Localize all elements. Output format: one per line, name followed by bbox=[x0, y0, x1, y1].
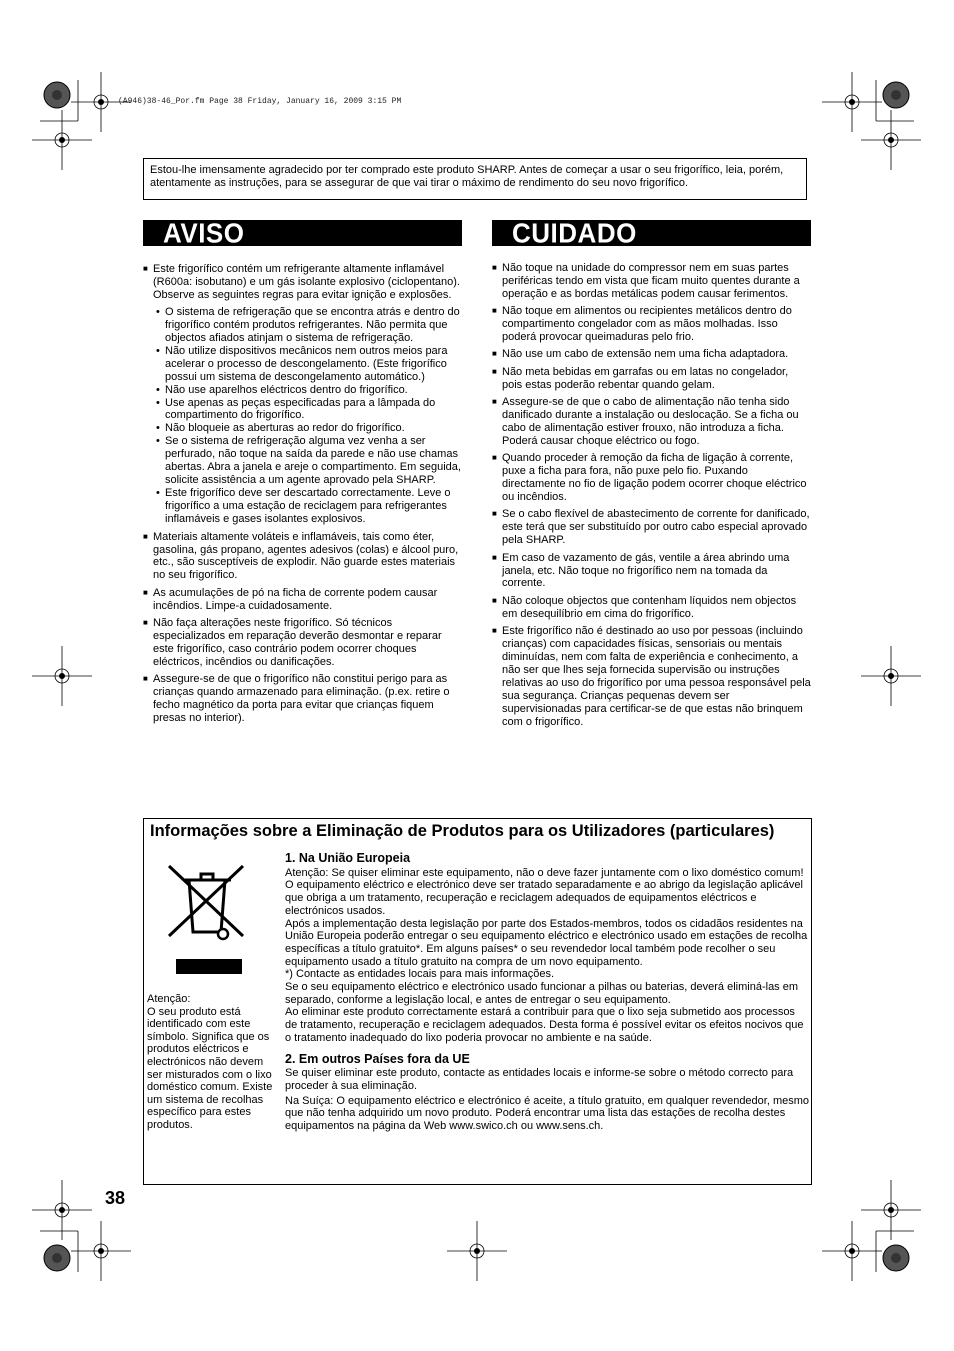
registration-mark-icon bbox=[883, 1245, 909, 1271]
registration-mark-icon bbox=[861, 646, 921, 706]
sub-item: • O sistema de refrigeração que se encontra atrás e dentro do frigorífico contém produtos refrigerantes. Não permita que objectos afiados atinjam o sistema de refrigeração. bbox=[143, 306, 461, 345]
paragraph: Se quiser eliminar este produto, contacte as entidades locais e informe-se sobre o método correcto para proceder à sua eliminação. bbox=[285, 1067, 794, 1092]
aviso-banner bbox=[143, 217, 462, 249]
intro-box: Estou-lhe imensamente agradecido por ter comprado este produto SHARP. Antes de começar a usar o seu frigorífico, leia, porém, atentamente as instruções, para se assegurar de que vai tirar o máximo de rendimento do seu novo frigorífico. bbox=[143, 158, 807, 200]
registration-mark-icon bbox=[861, 110, 921, 170]
list-item: ■ Este frigorífico contém um refrigerante altamente inflamável (R600a: isobutano) e um gás isolante explosivo (ciclopentano). Observe as seguintes regras para evitar ignição e explosões. bbox=[143, 263, 461, 302]
list-item: ■ Assegure-se de que o cabo de alimentação não tenha sido danificado durante a instalação ou deslocação. Se a ficha ou cabo de alimentação estiver frouxo, não introduza a ficha. Poderá causar choque eléctrico ou fogo. bbox=[492, 396, 811, 448]
paragraph: Se o seu equipamento eléctrico e electrónico usado funcionar a pilhas ou baterias, deverá eliminá-las em separado, conforme a legislação local, e antes de entregar o seu equipamento. bbox=[285, 981, 799, 1006]
registration-mark-icon bbox=[32, 646, 92, 706]
paragraph: Ao eliminar este produto correctamente estará a contribuir para que o lixo seja submetido aos processos de tratamento, recuperação e reciclagem adequados. Desta forma é possível evitar os efeitos nocivos que o tratamento inadequado do lixo poderia provocar no ambiente e na saúde. bbox=[285, 1006, 804, 1044]
list-item: ■ Não use um cabo de extensão nem uma ficha adaptadora. bbox=[492, 348, 811, 361]
side-note-label: Atenção: bbox=[147, 993, 191, 1005]
list-item: ■ Em caso de vazamento de gás, ventile a área abrindo uma janela, etc. Não toque no frigorífico nem na tomada da corrente. bbox=[492, 552, 811, 591]
eu-heading: 1. Na União Europeia bbox=[285, 851, 411, 865]
sub-item: • Não use aparelhos eléctricos dentro do frigorífico. bbox=[143, 384, 461, 397]
disposal-text bbox=[285, 852, 810, 1133]
cuidado-column bbox=[492, 262, 811, 733]
sub-item: • Use apenas as peças especificadas para a lâmpada do compartimento do frigorífico. bbox=[143, 397, 461, 423]
crossed-bin-icon bbox=[165, 860, 247, 978]
list-item: ■ Este frigorífico não é destinado ao uso por pessoas (incluindo crianças) com capacidades físicas, sensoriais ou mentais diminuídas, nem com falta de experiência e conhecimento, a não ser que lhes seja fornecida supervisão ou instruções relativas ao uso do frigorífico por uma pessoa responsável pela sua segurança. Crianças pequenas devem ser supervisionadas para certificar-se de que estas não brinquem com o frigorífico. bbox=[492, 625, 811, 728]
registration-mark-icon bbox=[883, 82, 909, 108]
paragraph: Após a implementação desta legislação por parte dos Estados-membros, todos os cidadãos residentes na União Europeia poderão entregar o seu equipamento eléctrico e electrónico usado em estações de recolha específicas a título gratuito*. Em alguns países* o seu revendedor local também pode recolher o seu equipamento usado a título gratuito na compra de um novo equipamento. bbox=[285, 917, 808, 968]
registration-mark-icon bbox=[822, 1221, 882, 1281]
sub-item: • Não utilize dispositivos mecânicos nem outros meios para acelerar o processo de descongelamento. (Este frigorífico possui um sistema de descongelamento automático.) bbox=[143, 345, 461, 384]
other-heading: 2. Em outros Países fora da UE bbox=[285, 1051, 470, 1066]
list-item: ■ Não faça alterações neste frigorífico. Só técnicos especializados em reparação deverão desmontar e reparar este frigorífico, caso contrário podem ocorrer choques eléctricos, incêndios ou danificações. bbox=[143, 617, 461, 669]
registration-mark-icon bbox=[32, 110, 92, 170]
list-item: ■ Se o cabo flexível de abastecimento de corrente for danificado, este terá que ser substituído por outro cabo especial aprovado pela SHARP. bbox=[492, 508, 811, 547]
sub-item: • Este frigorífico deve ser descartado correctamente. Leve o frigorífico a uma estação de reciclagem para refrigerantes inflamáveis e gases isolantes explosivos. bbox=[143, 487, 461, 526]
cuidado-title: CUIDADO bbox=[512, 217, 637, 249]
registration-mark-icon bbox=[447, 1221, 507, 1281]
paragraph: Na Suíça: O equipamento eléctrico e electrónico é aceite, a título gratuito, em qualquer revendedor, mesmo que não tenha adquirido um novo produto. Poderá encontrar uma lista das estações de recolha destes equipamentos na página da Web www.swico.ch ou www.sens.ch. bbox=[285, 1094, 810, 1133]
list-item: ■ Não toque em alimentos ou recipientes metálicos dentro do compartimento congelador com as mãos molhadas. Isso poderá provocar queimaduras pelo frio. bbox=[492, 305, 811, 344]
sub-item: • Se o sistema de refrigeração alguma vez venha a ser perfurado, não toque na saída da parede e não use chamas abertas. Abra a janela e areje o compartimento. Em seguida, solicite assistência a um agente aprovado pela SHARP. bbox=[143, 435, 461, 487]
list-item: ■ As acumulações de pó na ficha de corrente podem causar incêndios. Limpe-a cuidadosamente. bbox=[143, 587, 461, 613]
aviso-sublist bbox=[143, 306, 461, 525]
list-item: ■ Não meta bebidas em garrafas ou em latas no congelador, pois estas poderão rebentar quando gelam. bbox=[492, 366, 811, 392]
sub-item: • Não bloqueie as aberturas ao redor do frigorífico. bbox=[143, 422, 461, 435]
page-number: 38 bbox=[105, 1188, 126, 1208]
disposal-title: Informações sobre a Eliminação de Produtos para os Utilizadores (particulares) bbox=[150, 822, 775, 840]
list-item: ■ Quando proceder à remoção da ficha de ligação à corrente, puxe a ficha para fora, não puxe pelo fio. Puxando directamente no fio de ligação podem ocorrer choque eléctrico ou incêndios. bbox=[492, 452, 811, 504]
aviso-title: AVISO bbox=[163, 217, 245, 249]
registration-mark-icon bbox=[44, 82, 70, 108]
aviso-column bbox=[143, 263, 461, 729]
list-item: ■ Materiais altamente voláteis e inflamáveis, tais como éter, gasolina, gás propano, agentes adesivos (colas) e álcool puro, etc., são susceptíveis de explodir. Não guarde estes materiais no seu frigorífico. bbox=[143, 531, 461, 583]
file-header: (A946)38-46_Por.fm Page 38 Friday, January 16, 2009 3:15 PM bbox=[118, 97, 402, 106]
disposal-side-note bbox=[147, 993, 275, 1132]
side-note-text: O seu produto está identificado com este símbolo. Significa que os produtos eléctricos e electrónicos não devem ser misturados com o lixo doméstico comum. Existe um sistema de recolhas específico para estes produtos. bbox=[147, 1005, 273, 1131]
list-item: ■ Assegure-se de que o frigorífico não constitui perigo para as crianças quando armazenado para eliminação. (p.ex. retire o fecho magnético da porta para evitar que crianças fiquem presas no interior). bbox=[143, 673, 461, 725]
paragraph: Atenção: Se quiser eliminar este equipamento, não o deve fazer juntamente com o lixo doméstico comum! bbox=[285, 866, 804, 879]
paragraph: *) Contacte as entidades locais para mais informações. bbox=[285, 968, 555, 981]
registration-mark-icon bbox=[44, 1245, 70, 1271]
list-item: ■ Não toque na unidade do compressor nem em suas partes periféricas tendo em vista que ficam muito quentes durante a operação e as bordas metálicas podem causar ferimentos. bbox=[492, 262, 811, 301]
cuidado-banner bbox=[492, 217, 811, 249]
registration-mark-icon bbox=[822, 72, 882, 132]
list-item: ■ Não coloque objectos que contenham líquidos nem objectos em desequilíbrio em cima do frigorífico. bbox=[492, 595, 811, 621]
paragraph: O equipamento eléctrico e electrónico deve ser tratado separadamente e ao abrigo da legislação aplicável que obriga a um tratamento, recuperação e reciclagem adequados de equipamentos eléctricos e electrónicos usados. bbox=[285, 879, 803, 917]
registration-mark-icon bbox=[71, 1221, 131, 1281]
